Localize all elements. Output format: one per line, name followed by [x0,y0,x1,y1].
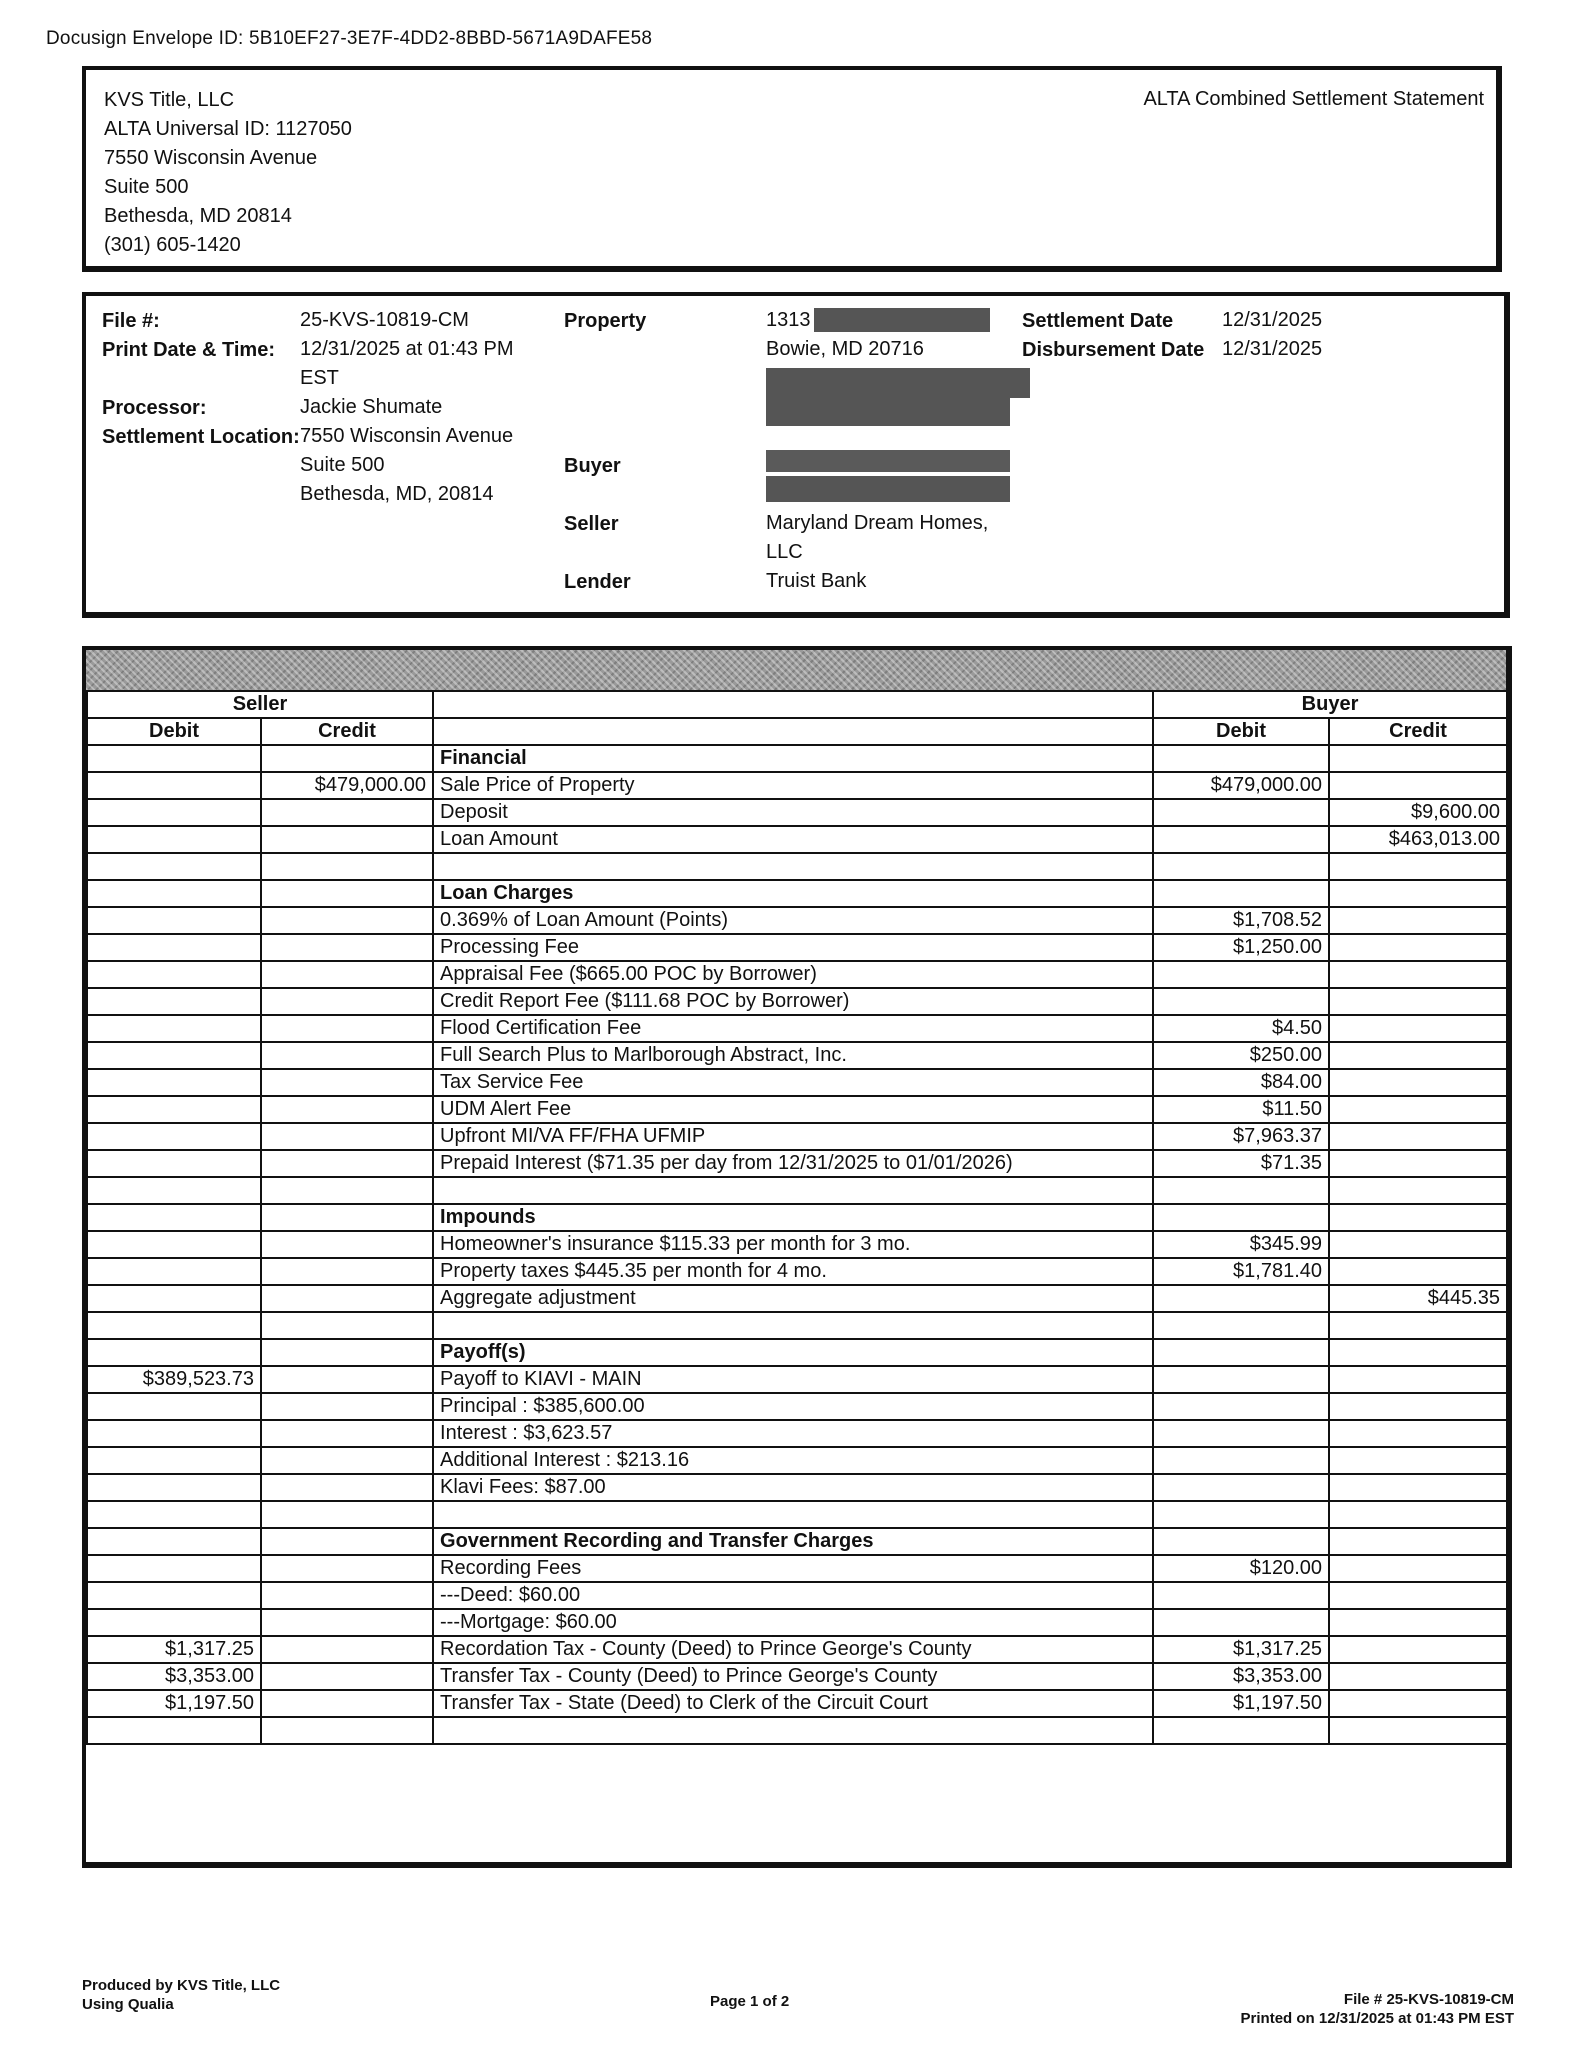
buyer-credit-cell [1329,1582,1507,1609]
buyer-credit-cell [1329,1177,1507,1204]
redaction-bar [814,308,990,332]
buyer-credit-cell [1329,1501,1507,1528]
table-row [87,853,1507,880]
buyer-credit-cell [1329,1015,1507,1042]
line-description: Principal : $385,600.00 [433,1393,1153,1420]
seller-debit-cell [87,1717,261,1744]
seller-credit-cell [261,1258,433,1285]
line-description: Transfer Tax - County (Deed) to Prince George's County [433,1663,1153,1690]
footer-file-ref: File # 25-KVS-10819-CM [1343,1991,1514,2008]
table-row [87,1393,1507,1420]
section-header-row [87,1528,1507,1555]
seller-credit-cell [261,1069,433,1096]
seller-credit-cell [261,1177,433,1204]
settlement-location-line-1: 7550 Wisconsin Avenue [300,425,514,447]
buyer-debit-header: Debit [1153,718,1329,745]
buyer-credit-cell [1329,961,1507,988]
buyer-credit-cell [1329,1636,1507,1663]
seller-credit-cell [261,1474,433,1501]
redaction-bar [766,398,1010,426]
seller-debit-cell [87,1258,261,1285]
file-info-box [82,292,1510,618]
seller-credit-cell [261,1096,433,1123]
seller-column-header: Seller [87,691,433,718]
buyer-debit-cell: $11.50 [1153,1096,1329,1123]
buyer-credit-cell [1329,853,1507,880]
seller-debit-cell [87,1123,261,1150]
seller-credit-cell [261,1555,433,1582]
buyer-credit-cell [1329,1204,1507,1231]
seller-debit-cell [87,1609,261,1636]
buyer-debit-cell [1153,1204,1329,1231]
buyer-credit-cell [1329,1312,1507,1339]
buyer-debit-cell [1153,1393,1329,1420]
seller-debit-cell: $3,353.00 [87,1663,261,1690]
buyer-debit-cell [1153,1420,1329,1447]
buyer-debit-cell [1153,1177,1329,1204]
table-row [87,799,1507,826]
seller-debit-cell [87,1096,261,1123]
buyer-debit-cell: $1,197.50 [1153,1690,1329,1717]
seller-debit-cell [87,745,261,772]
buyer-credit-cell [1329,1393,1507,1420]
line-description: Homeowner's insurance $115.33 per month for 3 mo. [433,1231,1153,1258]
line-description: Recordation Tax - County (Deed) to Prince George's County [433,1636,1153,1663]
disbursement-date-value: 12/31/2025 [1222,338,1323,360]
buyer-credit-cell [1329,1447,1507,1474]
print-date-tz: EST [300,367,339,389]
seller-credit-cell [261,1015,433,1042]
buyer-credit-cell [1329,1609,1507,1636]
table-row [87,1474,1507,1501]
section-header-row [87,1339,1507,1366]
seller-credit-cell [261,934,433,961]
table-row [87,1636,1507,1663]
line-description: Processing Fee [433,934,1153,961]
seller-credit-cell [261,1366,433,1393]
buyer-debit-cell [1153,799,1329,826]
line-description [433,1501,1153,1528]
seller-credit-cell [261,988,433,1015]
buyer-debit-cell [1153,1474,1329,1501]
seller-debit-cell [87,853,261,880]
seller-debit-cell [87,1447,261,1474]
seller-credit-cell [261,1501,433,1528]
buyer-credit-cell [1329,745,1507,772]
seller-credit-cell [261,1717,433,1744]
file-number-value: 25-KVS-10819-CM [300,309,469,331]
footer-left [82,1976,280,2014]
buyer-debit-cell [1153,1447,1329,1474]
table-row [87,1177,1507,1204]
processor-label: Processor: [102,397,207,419]
buyer-debit-cell [1153,1285,1329,1312]
processor-value: Jackie Shumate [300,396,443,418]
buyer-debit-cell [1153,1582,1329,1609]
buyer-debit-cell [1153,826,1329,853]
buyer-debit-cell: $84.00 [1153,1069,1329,1096]
buyer-debit-cell: $345.99 [1153,1231,1329,1258]
company-address-city: Bethesda, MD 20814 [104,205,292,227]
buyer-credit-cell [1329,1528,1507,1555]
company-phone: (301) 605-1420 [104,234,241,256]
seller-credit-cell [261,1447,433,1474]
table-row [87,1555,1507,1582]
seller-debit-cell [87,934,261,961]
footer-using: Using Qualia [82,1996,174,2013]
seller-debit-cell [87,1042,261,1069]
buyer-debit-cell: $3,353.00 [1153,1663,1329,1690]
buyer-credit-cell [1329,1231,1507,1258]
seller-debit-cell [87,772,261,799]
buyer-credit-cell [1329,988,1507,1015]
table-row [87,1150,1507,1177]
shaded-header-band [86,650,1506,690]
property-label: Property [564,310,647,332]
table-row [87,961,1507,988]
ledger-table [86,690,1508,1745]
buyer-debit-cell [1153,745,1329,772]
seller-debit-cell [87,1069,261,1096]
buyer-credit-cell [1329,1069,1507,1096]
seller-debit-cell [87,1501,261,1528]
seller-credit-cell [261,1420,433,1447]
seller-credit-cell [261,880,433,907]
seller-debit-cell: $389,523.73 [87,1366,261,1393]
line-description: Appraisal Fee ($665.00 POC by Borrower) [433,961,1153,988]
buyer-debit-cell: $1,708.52 [1153,907,1329,934]
seller-debit-cell [87,1582,261,1609]
line-description: Recording Fees [433,1555,1153,1582]
line-description: Aggregate adjustment [433,1285,1153,1312]
section-header-row [87,745,1507,772]
buyer-credit-header: Credit [1329,718,1507,745]
seller-credit-cell [261,1231,433,1258]
line-description: Full Search Plus to Marlborough Abstract, Inc. [433,1042,1153,1069]
table-row [87,1690,1507,1717]
seller-debit-cell [87,1474,261,1501]
line-description: Additional Interest : $213.16 [433,1447,1153,1474]
line-description: Prepaid Interest ($71.35 per day from 12/31/2025 to 01/01/2026) [433,1150,1153,1177]
seller-debit-cell [87,1393,261,1420]
seller-debit-cell [87,988,261,1015]
line-description: Tax Service Fee [433,1069,1153,1096]
line-description: Property taxes $445.35 per month for 4 mo. [433,1258,1153,1285]
buyer-label: Buyer [564,455,621,477]
print-date-value: 12/31/2025 at 01:43 PM [300,338,514,360]
table-row [87,1096,1507,1123]
seller-debit-cell [87,1231,261,1258]
envelope-id: Docusign Envelope ID: 5B10EF27-3E7F-4DD2-8BBD-5671A9DAFE58 [46,28,653,49]
buyer-debit-cell: $120.00 [1153,1555,1329,1582]
table-row [87,1285,1507,1312]
table-row [87,1231,1507,1258]
buyer-debit-cell: $71.35 [1153,1150,1329,1177]
seller-credit-cell [261,853,433,880]
buyer-credit-cell [1329,1555,1507,1582]
seller-debit-cell [87,1150,261,1177]
seller-debit-cell [87,799,261,826]
settlement-location-line-3: Bethesda, MD, 20814 [300,483,494,505]
buyer-debit-cell [1153,1312,1329,1339]
buyer-credit-cell [1329,1474,1507,1501]
seller-credit-cell [261,1690,433,1717]
seller-debit-cell [87,1204,261,1231]
footer-right [1241,1990,1514,2028]
line-description: Interest : $3,623.57 [433,1420,1153,1447]
buyer-credit-cell [1329,1420,1507,1447]
line-description: Loan Amount [433,826,1153,853]
line-description: Loan Charges [433,880,1153,907]
line-description: 0.369% of Loan Amount (Points) [433,907,1153,934]
settlement-location-line-2: Suite 500 [300,454,385,476]
table-row [87,772,1507,799]
seller-credit-cell [261,961,433,988]
company-name: KVS Title, LLC [104,89,235,111]
redaction-bar [766,450,1010,472]
buyer-credit-cell [1329,1663,1507,1690]
seller-debit-cell [87,1555,261,1582]
seller-debit-cell: $1,197.50 [87,1690,261,1717]
settlement-ledger [82,646,1512,1868]
line-description: Credit Report Fee ($111.68 POC by Borrower) [433,988,1153,1015]
table-row [87,1501,1507,1528]
section-header-row [87,1204,1507,1231]
table-row [87,1420,1507,1447]
file-number-label: File #: [102,310,160,332]
seller-credit-cell [261,1582,433,1609]
property-line-2: Bowie, MD 20716 [766,338,924,360]
buyer-credit-cell [1329,1690,1507,1717]
table-row [87,1447,1507,1474]
buyer-credit-cell [1329,1096,1507,1123]
table-row [87,1258,1507,1285]
buyer-debit-cell: $7,963.37 [1153,1123,1329,1150]
disbursement-date-label: Disbursement Date [1022,339,1205,361]
redaction-bar [766,368,1030,398]
seller-debit-cell [87,826,261,853]
buyer-credit-cell [1329,1339,1507,1366]
seller-credit-cell [261,1285,433,1312]
line-description [433,1177,1153,1204]
property-line-1: 1313 [766,309,811,331]
seller-credit-cell [261,1339,433,1366]
seller-debit-cell [87,1528,261,1555]
buyer-debit-cell [1153,961,1329,988]
table-row [87,1609,1507,1636]
buyer-debit-cell [1153,1528,1329,1555]
line-description: UDM Alert Fee [433,1096,1153,1123]
line-description [433,853,1153,880]
buyer-debit-cell [1153,1366,1329,1393]
line-description [433,1312,1153,1339]
settlement-date-label: Settlement Date [1022,310,1174,332]
buyer-debit-cell [1153,988,1329,1015]
line-description: Government Recording and Transfer Charges [433,1528,1153,1555]
description-subheader [433,718,1153,745]
table-row [87,1312,1507,1339]
table-row [87,988,1507,1015]
description-column-header [433,691,1153,718]
buyer-debit-cell [1153,1501,1329,1528]
seller-credit-cell [261,907,433,934]
buyer-debit-cell [1153,880,1329,907]
seller-credit-cell [261,1636,433,1663]
table-row [87,934,1507,961]
company-alta-id: ALTA Universal ID: 1127050 [104,118,352,140]
company-block [104,86,352,260]
seller-label: Seller [564,513,619,535]
table-row [87,1663,1507,1690]
buyer-debit-cell: $1,317.25 [1153,1636,1329,1663]
seller-credit-cell: $479,000.00 [261,772,433,799]
seller-credit-cell [261,1123,433,1150]
table-row [87,907,1507,934]
seller-debit-cell [87,1177,261,1204]
line-description: ---Deed: $60.00 [433,1582,1153,1609]
seller-credit-cell [261,745,433,772]
company-header-box [82,66,1502,272]
seller-debit-cell [87,880,261,907]
seller-debit-cell: $1,317.25 [87,1636,261,1663]
seller-credit-header: Credit [261,718,433,745]
line-description: Financial [433,745,1153,772]
seller-credit-cell [261,1609,433,1636]
lender-value: Truist Bank [766,570,867,592]
seller-credit-cell [261,826,433,853]
seller-debit-cell [87,1312,261,1339]
buyer-credit-cell: $445.35 [1329,1285,1507,1312]
company-address-suite: Suite 500 [104,176,189,198]
lender-label: Lender [564,571,631,593]
seller-debit-cell [87,1420,261,1447]
seller-credit-cell [261,1663,433,1690]
buyer-column-header: Buyer [1153,691,1507,718]
company-address-street: 7550 Wisconsin Avenue [104,147,318,169]
buyer-credit-cell [1329,1042,1507,1069]
buyer-debit-cell [1153,1717,1329,1744]
seller-line-1: Maryland Dream Homes, [766,512,989,534]
seller-credit-cell [261,799,433,826]
statement-title: ALTA Combined Settlement Statement [1143,88,1484,110]
redaction-bar [766,476,1010,502]
line-description: Payoff(s) [433,1339,1153,1366]
seller-credit-cell [261,1150,433,1177]
buyer-credit-cell [1329,1366,1507,1393]
seller-debit-cell [87,1339,261,1366]
buyer-credit-cell [1329,1717,1507,1744]
line-description: Upfront MI/VA FF/FHA UFMIP [433,1123,1153,1150]
buyer-credit-cell [1329,934,1507,961]
buyer-debit-cell: $479,000.00 [1153,772,1329,799]
buyer-debit-cell [1153,1609,1329,1636]
line-description [433,1717,1153,1744]
buyer-debit-cell: $4.50 [1153,1015,1329,1042]
line-description: Flood Certification Fee [433,1015,1153,1042]
table-row [87,1123,1507,1150]
table-row [87,1042,1507,1069]
print-date-label: Print Date & Time: [102,339,275,361]
line-description: ---Mortgage: $60.00 [433,1609,1153,1636]
seller-debit-cell [87,907,261,934]
table-row [87,1015,1507,1042]
line-description: Impounds [433,1204,1153,1231]
seller-debit-cell [87,961,261,988]
table-row [87,1069,1507,1096]
page-number: Page 1 of 2 [710,1993,790,2010]
settlement-location-label: Settlement Location: [102,426,300,448]
seller-debit-cell [87,1285,261,1312]
line-description: Deposit [433,799,1153,826]
footer-produced-by: Produced by KVS Title, LLC [82,1977,281,1994]
seller-debit-header: Debit [87,718,261,745]
buyer-debit-cell: $1,781.40 [1153,1258,1329,1285]
buyer-debit-cell: $1,250.00 [1153,934,1329,961]
buyer-debit-cell [1153,1339,1329,1366]
seller-debit-cell [87,1015,261,1042]
table-row [87,1717,1507,1744]
line-description: Payoff to KIAVI - MAIN [433,1366,1153,1393]
buyer-credit-cell [1329,1123,1507,1150]
buyer-credit-cell: $9,600.00 [1329,799,1507,826]
seller-credit-cell [261,1042,433,1069]
settlement-date-value: 12/31/2025 [1222,309,1323,331]
buyer-credit-cell [1329,880,1507,907]
seller-line-2: LLC [766,541,803,563]
table-row [87,826,1507,853]
seller-credit-cell [261,1204,433,1231]
buyer-credit-cell [1329,907,1507,934]
buyer-credit-cell [1329,772,1507,799]
seller-credit-cell [261,1528,433,1555]
line-description: Sale Price of Property [433,772,1153,799]
line-description: Klavi Fees: $87.00 [433,1474,1153,1501]
section-header-row [87,880,1507,907]
buyer-credit-cell [1329,1150,1507,1177]
table-row [87,1366,1507,1393]
line-description: Transfer Tax - State (Deed) to Clerk of the Circuit Court [433,1690,1153,1717]
buyer-debit-cell: $250.00 [1153,1042,1329,1069]
buyer-credit-cell: $463,013.00 [1329,826,1507,853]
table-row [87,1582,1507,1609]
seller-credit-cell [261,1312,433,1339]
seller-credit-cell [261,1393,433,1420]
buyer-debit-cell [1153,853,1329,880]
footer-printed-on: Printed on 12/31/2025 at 01:43 PM EST [1240,2010,1514,2027]
buyer-credit-cell [1329,1258,1507,1285]
